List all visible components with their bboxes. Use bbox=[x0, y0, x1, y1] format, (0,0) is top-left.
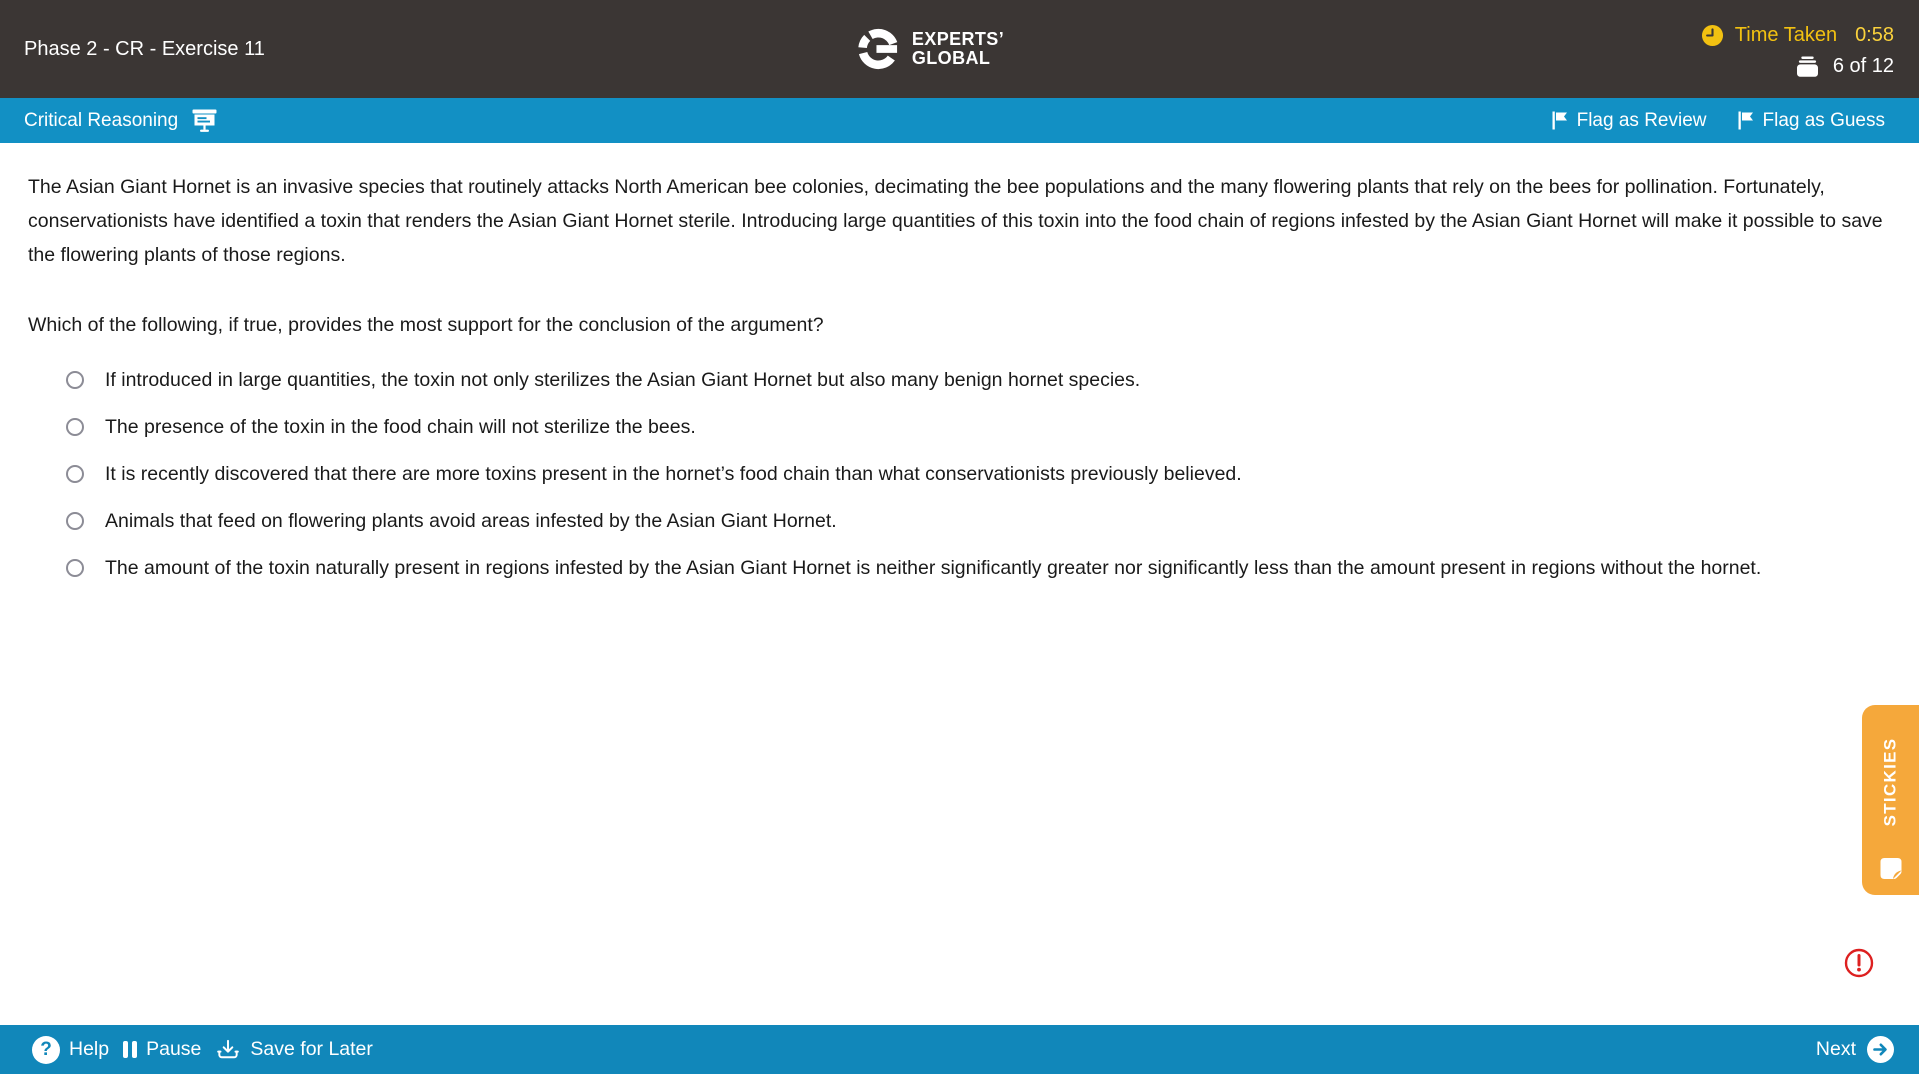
question-mark-glyph: ? bbox=[40, 1038, 52, 1060]
download-icon bbox=[215, 1037, 241, 1063]
time-taken-label: Time Taken bbox=[1734, 24, 1838, 46]
option-radio[interactable] bbox=[66, 465, 84, 483]
option-text: If introduced in large quantities, the toxin not only sterilizes the Asian Giant Hornet but also many benign hornet species. bbox=[105, 369, 1141, 391]
option-text: The presence of the toxin in the food chain will not sterilize the bees. bbox=[105, 416, 696, 438]
pause-label: Pause bbox=[146, 1038, 202, 1060]
question-area bbox=[0, 143, 1919, 599]
stickies-label: STICKIES bbox=[1880, 737, 1900, 827]
section-toolbar bbox=[0, 98, 1919, 143]
experts-global-logo bbox=[855, 26, 1004, 72]
header-status bbox=[1701, 0, 1894, 98]
option-text: It is recently discovered that there are more toxins present in the hornet’s food chain than what conservationists previously believed. bbox=[105, 463, 1242, 485]
pause-button[interactable] bbox=[123, 1038, 201, 1061]
flag-as-review-label: Flag as Review bbox=[1576, 109, 1707, 131]
time-taken bbox=[1701, 24, 1894, 47]
footer-bar bbox=[0, 1025, 1919, 1074]
exercise-title: Phase 2 - CR - Exercise 11 bbox=[24, 37, 265, 60]
answer-option-3[interactable] bbox=[66, 458, 1889, 491]
stickies-tab[interactable] bbox=[1862, 705, 1919, 895]
logo-line2: GLOBAL bbox=[911, 48, 991, 68]
flag-icon bbox=[1737, 111, 1754, 130]
answer-option-4[interactable] bbox=[66, 505, 1889, 538]
flag-as-review-button[interactable] bbox=[1551, 110, 1707, 132]
time-taken-value: 0:58 bbox=[1855, 24, 1894, 46]
clock-icon bbox=[1701, 24, 1724, 47]
sticky-note-icon bbox=[1877, 855, 1904, 882]
flag-as-guess-button[interactable] bbox=[1737, 110, 1886, 132]
next-label: Next bbox=[1815, 1038, 1856, 1060]
question-stem: Which of the following, if true, provides the most support for the conclusion of the argument? bbox=[28, 314, 824, 336]
question-passage: The Asian Giant Hornet is an invasive species that routinely attacks North American bee colonies, decimating the bee populations and the many flowering plants that rely on the bees for pollination. Fortunately, conservationists have identified a toxin that renders the Asian Giant Hornet sterile. Introducing large quantities of this toxin into the food chain of regions infested by the Asian Giant Hornet will make it possible to save the flowering plants of those regions. bbox=[28, 176, 1883, 266]
logo-g-icon bbox=[855, 26, 901, 72]
answer-option-2[interactable] bbox=[66, 411, 1889, 444]
question-stack-icon bbox=[1795, 56, 1820, 77]
flag-as-guess-label: Flag as Guess bbox=[1762, 109, 1885, 131]
logo-line1: EXPERTS’ bbox=[911, 29, 1005, 49]
option-radio[interactable] bbox=[66, 418, 84, 436]
presentation-board-icon[interactable] bbox=[191, 108, 218, 133]
save-for-later-label: Save for Later bbox=[250, 1038, 373, 1060]
save-for-later-button[interactable] bbox=[215, 1037, 372, 1063]
next-button[interactable] bbox=[1816, 1035, 1895, 1064]
option-text: Animals that feed on flowering plants avoid areas infested by the Asian Giant Hornet. bbox=[105, 510, 837, 532]
pause-icon bbox=[123, 1041, 137, 1058]
help-label: Help bbox=[69, 1038, 110, 1060]
option-radio[interactable] bbox=[66, 371, 84, 389]
next-arrow-icon bbox=[1866, 1035, 1895, 1064]
answer-option-5[interactable] bbox=[66, 552, 1889, 585]
alert-icon[interactable] bbox=[1843, 947, 1875, 979]
answer-option-1[interactable] bbox=[66, 364, 1889, 397]
section-label: Critical Reasoning bbox=[24, 109, 179, 131]
option-text: The amount of the toxin naturally present in regions infested by the Asian Giant Hornet is neither significantly greater nor significantly less than the amount present in regions without the hornet. bbox=[105, 557, 1762, 579]
option-radio[interactable] bbox=[66, 559, 84, 577]
help-icon bbox=[32, 1036, 60, 1064]
question-progress-label: 6 of 12 bbox=[1832, 55, 1894, 77]
question-progress bbox=[1795, 55, 1894, 78]
option-radio[interactable] bbox=[66, 512, 84, 530]
answer-options bbox=[28, 364, 1889, 585]
flag-icon bbox=[1551, 111, 1568, 130]
top-header bbox=[0, 0, 1919, 98]
help-button[interactable] bbox=[32, 1036, 109, 1064]
